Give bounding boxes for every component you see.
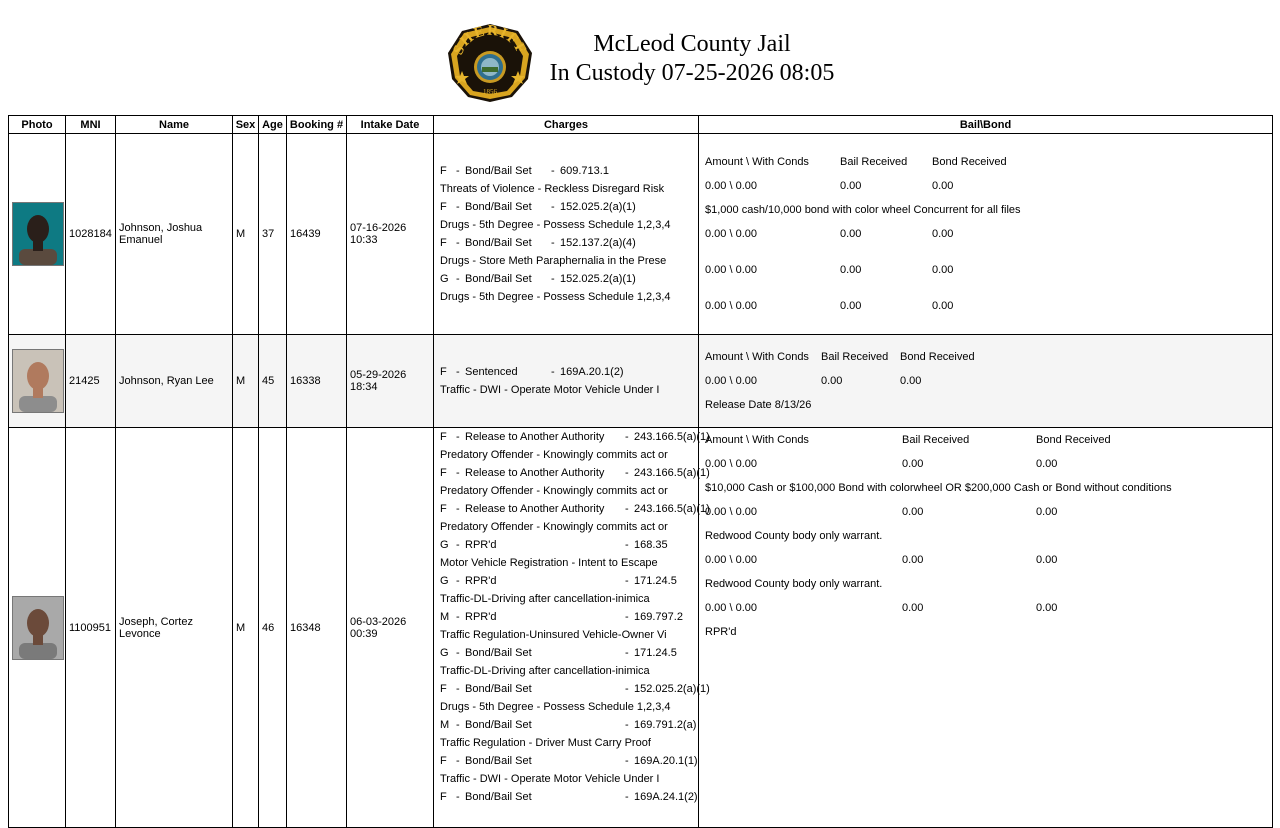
- bail-amount-row: [705, 258, 1266, 282]
- col-header-sex: Sex: [233, 116, 259, 134]
- mugshot-image-icon: [13, 597, 63, 659]
- charge-summary: [440, 234, 692, 252]
- charge-separator: -: [625, 647, 629, 659]
- page-title: [542, 30, 842, 88]
- charge-status: Bond/Bail Set: [465, 755, 532, 767]
- charge-entry: [440, 572, 692, 608]
- charge-separator: -: [456, 273, 460, 285]
- charge-separator: -: [456, 237, 460, 249]
- charge-separator: -: [456, 165, 460, 177]
- charge-statute: 169.791.2(a): [634, 719, 697, 731]
- charge-level: G: [440, 575, 449, 587]
- charge-summary: [440, 464, 710, 482]
- charge-statute: 152.025.2(a)(1): [634, 683, 710, 695]
- inmate-intake-date: 07-16-2026 10:33: [347, 134, 434, 335]
- charge-separator: -: [456, 647, 460, 659]
- charge-status: Release to Another Authority: [465, 503, 605, 515]
- charge-separator: -: [456, 366, 460, 378]
- charge-summary: [440, 680, 710, 698]
- charge-description: Traffic-DL-Driving after cancellation-inimica: [440, 593, 650, 605]
- col-header-intake: Intake Date: [347, 116, 434, 134]
- charge-description: Drugs - Store Meth Paraphernalia in the Prese: [440, 255, 667, 267]
- inmate-mni: 1028184: [66, 134, 116, 335]
- inmate-charges-cell: [434, 428, 710, 828]
- bail-amount: 0.00 \ 0.00: [705, 602, 757, 614]
- charge-status: RPR'd: [465, 575, 497, 587]
- col-header-photo: Photo: [9, 116, 66, 134]
- charge-entry: [440, 234, 692, 270]
- page-title-line2: In Custody 07-25-2026 08:05: [549, 60, 835, 86]
- charge-status: Bond/Bail Set: [465, 647, 532, 659]
- charge-statute: 243.166.5(a)(1): [634, 431, 710, 443]
- bond-received: 0.00: [932, 228, 954, 240]
- charge-description: Drugs - 5th Degree - Possess Schedule 1,2,3,4: [440, 291, 671, 303]
- bond-received: 0.00: [932, 300, 954, 312]
- bail-received: 0.00: [902, 602, 924, 614]
- bond-received: 0.00: [932, 264, 954, 276]
- charge-level: M: [440, 719, 450, 731]
- inmate-booking-number: 16439: [287, 134, 347, 335]
- charge-statute: 609.713.1: [560, 165, 609, 177]
- charge-separator: -: [456, 201, 460, 213]
- bail-note: Redwood County body only warrant.: [705, 578, 883, 590]
- charge-entry: [440, 608, 692, 644]
- charge-status: Bond/Bail Set: [465, 683, 532, 695]
- bail-header-received: Bail Received: [821, 351, 889, 363]
- charge-separator: -: [625, 467, 629, 479]
- charge-description: Predatory Offender - Knowingly commits act or: [440, 485, 668, 497]
- charge-level: F: [440, 791, 447, 803]
- charge-description: Traffic-DL-Driving after cancellation-inimica: [440, 665, 650, 677]
- charge-entry: [440, 536, 692, 572]
- col-header-bail: Bail\Bond: [699, 116, 1273, 134]
- inmate-name: Johnson, Ryan Lee: [116, 335, 233, 428]
- bond-received: 0.00: [900, 375, 922, 387]
- charge-statute: 169A.20.1(2): [560, 366, 624, 378]
- bail-header-amount: Amount \ With Conds: [705, 156, 809, 168]
- charge-separator: -: [456, 755, 460, 767]
- bail-amount-row: [705, 294, 1266, 318]
- charge-description: [440, 806, 692, 824]
- charge-description: Predatory Offender - Knowingly commits act or: [440, 521, 668, 533]
- charge-level: F: [440, 467, 447, 479]
- bond-received: 0.00: [1036, 554, 1058, 566]
- charge-status: Bond/Bail Set: [465, 201, 532, 213]
- mugshot-photo[interactable]: [12, 596, 64, 660]
- charge-statute: 171.24.5: [634, 575, 677, 587]
- bail-header-amount: Amount \ With Conds: [705, 434, 809, 446]
- bail-amount: 0.00 \ 0.00: [705, 458, 757, 470]
- bail-amount-row: [705, 369, 1266, 393]
- charge-summary: [440, 716, 697, 734]
- charge-statute: 169.797.2: [634, 611, 683, 623]
- inmate-photo-cell: [9, 428, 66, 828]
- inmate-bail-cell: [699, 428, 1273, 828]
- charge-entry: [440, 500, 710, 536]
- charge-separator: -: [551, 165, 555, 177]
- charge-entry: [440, 198, 692, 234]
- charge-level: F: [440, 431, 447, 443]
- inmate-charges-cell: [434, 134, 699, 335]
- charge-entry: [440, 752, 698, 788]
- charge-statute: 169A.20.1(1): [634, 755, 698, 767]
- charge-summary: [440, 788, 698, 806]
- charge-summary: [440, 536, 692, 554]
- charge-statute: 152.137.2(a)(4): [560, 237, 636, 249]
- inmate-photo-cell: [9, 134, 66, 335]
- col-header-age: Age: [259, 116, 287, 134]
- charge-separator: -: [456, 719, 460, 731]
- charge-statute: 171.24.5: [634, 647, 677, 659]
- bail-amount: 0.00 \ 0.00: [705, 300, 757, 312]
- charge-summary: [440, 363, 692, 381]
- col-header-name: Name: [116, 116, 233, 134]
- charge-status: RPR'd: [465, 539, 497, 551]
- inmate-mni: 1100951: [66, 428, 116, 828]
- bail-note: RPR'd: [705, 626, 737, 638]
- charge-statute: 169A.24.1(2): [634, 791, 698, 803]
- charge-entry: [440, 464, 710, 500]
- charge-level: F: [440, 503, 447, 515]
- charge-statute: 168.35: [634, 539, 668, 551]
- charge-level: F: [440, 165, 447, 177]
- inmate-booking-number: 16338: [287, 335, 347, 428]
- col-header-charges: Charges: [434, 116, 699, 134]
- inmate-mni: 21425: [66, 335, 116, 428]
- bail-amount-row: [705, 222, 1266, 246]
- table-row: [9, 335, 1273, 428]
- charge-status: Sentenced: [465, 366, 518, 378]
- charge-separator: -: [625, 719, 629, 731]
- charge-separator: -: [456, 575, 460, 587]
- bail-amount-row: [705, 174, 1266, 198]
- charge-description: Traffic - DWI - Operate Motor Vehicle Under I: [440, 384, 660, 396]
- inmate-age: 37: [259, 134, 287, 335]
- charge-status: Release to Another Authority: [465, 467, 605, 479]
- charge-statute: 152.025.2(a)(1): [560, 201, 636, 213]
- charge-level: F: [440, 755, 447, 767]
- charge-summary: [440, 428, 710, 446]
- inmate-sex: M: [233, 134, 259, 335]
- bail-amount: 0.00 \ 0.00: [705, 375, 757, 387]
- col-header-mni: MNI: [66, 116, 116, 134]
- sheriff-badge-icon: [446, 23, 534, 103]
- bail-amount-row: [705, 452, 1266, 476]
- bail-received: 0.00: [902, 458, 924, 470]
- badge-year: 1856: [483, 88, 497, 96]
- badge-word: SHERIFF: [450, 23, 530, 58]
- charge-entry: [440, 680, 710, 716]
- col-header-booking: Booking #: [287, 116, 347, 134]
- bail-received: 0.00: [902, 506, 924, 518]
- bail-received: 0.00: [840, 180, 862, 192]
- charge-separator: -: [625, 503, 629, 515]
- bail-received: 0.00: [902, 554, 924, 566]
- charge-statute: 243.166.5(a)(1): [634, 503, 710, 515]
- charge-separator: -: [456, 611, 460, 623]
- charge-level: M: [440, 611, 450, 623]
- charge-status: Bond/Bail Set: [465, 273, 532, 285]
- charge-entry: [440, 270, 692, 306]
- bond-received: 0.00: [1036, 458, 1058, 470]
- charge-statute: 243.166.5(a)(1): [634, 467, 710, 479]
- bail-amount: 0.00 \ 0.00: [705, 228, 757, 240]
- bail-header-received: Bail Received: [902, 434, 970, 446]
- bail-amount-row: [705, 500, 1266, 524]
- charge-separator: -: [551, 237, 555, 249]
- charge-status: Bond/Bail Set: [465, 237, 532, 249]
- bail-note: Redwood County body only warrant.: [705, 530, 883, 542]
- bond-received: 0.00: [1036, 602, 1058, 614]
- charge-separator: -: [625, 575, 629, 587]
- bail-note: $1,000 cash/10,000 bond with color wheel Concurrent for all files: [705, 204, 1021, 216]
- inmate-sex: M: [233, 335, 259, 428]
- charge-summary: [440, 500, 710, 518]
- charge-summary: [440, 270, 692, 288]
- charge-status: Release to Another Authority: [465, 431, 605, 443]
- charge-entry: [440, 644, 692, 680]
- inmate-name: Joseph, Cortez Levonce: [116, 428, 233, 828]
- inmate-name: Johnson, Joshua Emanuel: [116, 134, 233, 335]
- custody-roster-table: [8, 115, 1273, 828]
- charge-summary: [440, 162, 692, 180]
- table-row: [9, 134, 1273, 335]
- inmate-intake-date: 06-03-2026 00:39: [347, 428, 434, 828]
- page-header: [0, 0, 1280, 110]
- charge-level: F: [440, 237, 447, 249]
- charge-separator: -: [551, 273, 555, 285]
- bail-amount: 0.00 \ 0.00: [705, 506, 757, 518]
- charge-entry: [440, 363, 692, 399]
- charge-description: Traffic Regulation - Driver Must Carry Proof: [440, 737, 651, 749]
- charge-status: RPR'd: [465, 611, 497, 623]
- inmate-booking-number: 16348: [287, 428, 347, 828]
- charge-separator: -: [625, 683, 629, 695]
- charge-separator: -: [625, 755, 629, 767]
- charge-separator: -: [456, 683, 460, 695]
- charge-entry: [440, 716, 697, 752]
- bail-spacer: [705, 246, 1266, 258]
- charge-entry: [440, 162, 692, 198]
- charge-description: Drugs - 5th Degree - Possess Schedule 1,2,3,4: [440, 219, 671, 231]
- bond-received: 0.00: [932, 180, 954, 192]
- charge-summary: [440, 198, 692, 216]
- charge-status: Bond/Bail Set: [465, 791, 532, 803]
- bail-header-amount: Amount \ With Conds: [705, 351, 809, 363]
- bail-header-bond: Bond Received: [900, 351, 975, 363]
- bail-amount-row: [705, 548, 1266, 572]
- charge-separator: -: [456, 431, 460, 443]
- bail-header-row: [705, 345, 1266, 369]
- charge-status: Bond/Bail Set: [465, 165, 532, 177]
- charge-statute: 152.025.2(a)(1): [560, 273, 636, 285]
- charge-separator: -: [625, 539, 629, 551]
- bail-note: Release Date 8/13/26: [705, 399, 812, 411]
- bail-header-row: [705, 150, 1266, 174]
- charge-separator: -: [456, 791, 460, 803]
- inmate-photo-cell: [9, 335, 66, 428]
- charge-level: F: [440, 201, 447, 213]
- page-title-line1: McLeod County Jail: [593, 31, 791, 57]
- charge-level: G: [440, 539, 449, 551]
- mugshot-image-icon: [13, 350, 63, 412]
- inmate-intake-date: 05-29-2026 18:34: [347, 335, 434, 428]
- bail-header-row: [705, 428, 1266, 452]
- inmate-bail-cell: [699, 134, 1273, 335]
- charge-description: Traffic Regulation-Uninsured Vehicle-Owner Vi: [440, 629, 667, 641]
- inmate-sex: M: [233, 428, 259, 828]
- bail-amount: 0.00 \ 0.00: [705, 180, 757, 192]
- charge-description: Predatory Offender - Knowingly commits act or: [440, 449, 668, 461]
- inmate-bail-cell: [699, 335, 1273, 428]
- inmate-age: 45: [259, 335, 287, 428]
- charge-separator: -: [551, 201, 555, 213]
- charge-level: G: [440, 647, 449, 659]
- charge-description: Motor Vehicle Registration - Intent to Escape: [440, 557, 658, 569]
- bail-amount-row: [705, 596, 1266, 620]
- charge-summary: [440, 608, 692, 626]
- mugshot-image-icon: [13, 203, 63, 265]
- bail-note: $10,000 Cash or $100,000 Bond with colorwheel OR $200,000 Cash or Bond without conditions: [705, 482, 1172, 494]
- bail-spacer: [705, 282, 1266, 294]
- charge-description: Traffic - DWI - Operate Motor Vehicle Under I: [440, 773, 660, 785]
- inmate-charges-cell: [434, 335, 699, 428]
- bail-header-received: Bail Received: [840, 156, 908, 168]
- charge-separator: -: [625, 611, 629, 623]
- charge-summary: [440, 752, 698, 770]
- charge-status: Bond/Bail Set: [465, 719, 532, 731]
- table-header-row: [9, 116, 1273, 134]
- charge-separator: -: [625, 431, 629, 443]
- bail-amount: 0.00 \ 0.00: [705, 264, 757, 276]
- bail-header-bond: Bond Received: [932, 156, 1007, 168]
- charge-separator: -: [456, 467, 460, 479]
- mugshot-photo[interactable]: [12, 349, 64, 413]
- bond-received: 0.00: [1036, 506, 1058, 518]
- charge-separator: -: [456, 539, 460, 551]
- bail-received: 0.00: [840, 228, 862, 240]
- charge-level: F: [440, 683, 447, 695]
- bail-received: 0.00: [840, 300, 862, 312]
- charge-separator: -: [456, 503, 460, 515]
- charge-level: F: [440, 366, 447, 378]
- charge-level: G: [440, 273, 449, 285]
- charge-separator: -: [625, 791, 629, 803]
- bail-header-bond: Bond Received: [1036, 434, 1111, 446]
- bail-received: 0.00: [840, 264, 862, 276]
- table-row: [9, 428, 1273, 828]
- bail-amount: 0.00 \ 0.00: [705, 554, 757, 566]
- charge-description: Threats of Violence - Reckless Disregard Risk: [440, 183, 665, 195]
- charge-entry: [440, 788, 698, 824]
- charge-summary: [440, 572, 692, 590]
- inmate-age: 46: [259, 428, 287, 828]
- charge-description: Drugs - 5th Degree - Possess Schedule 1,2,3,4: [440, 701, 671, 713]
- charge-summary: [440, 644, 692, 662]
- charge-entry: [440, 428, 710, 464]
- mugshot-photo[interactable]: [12, 202, 64, 266]
- bail-received: 0.00: [821, 375, 843, 387]
- charge-separator: -: [551, 366, 555, 378]
